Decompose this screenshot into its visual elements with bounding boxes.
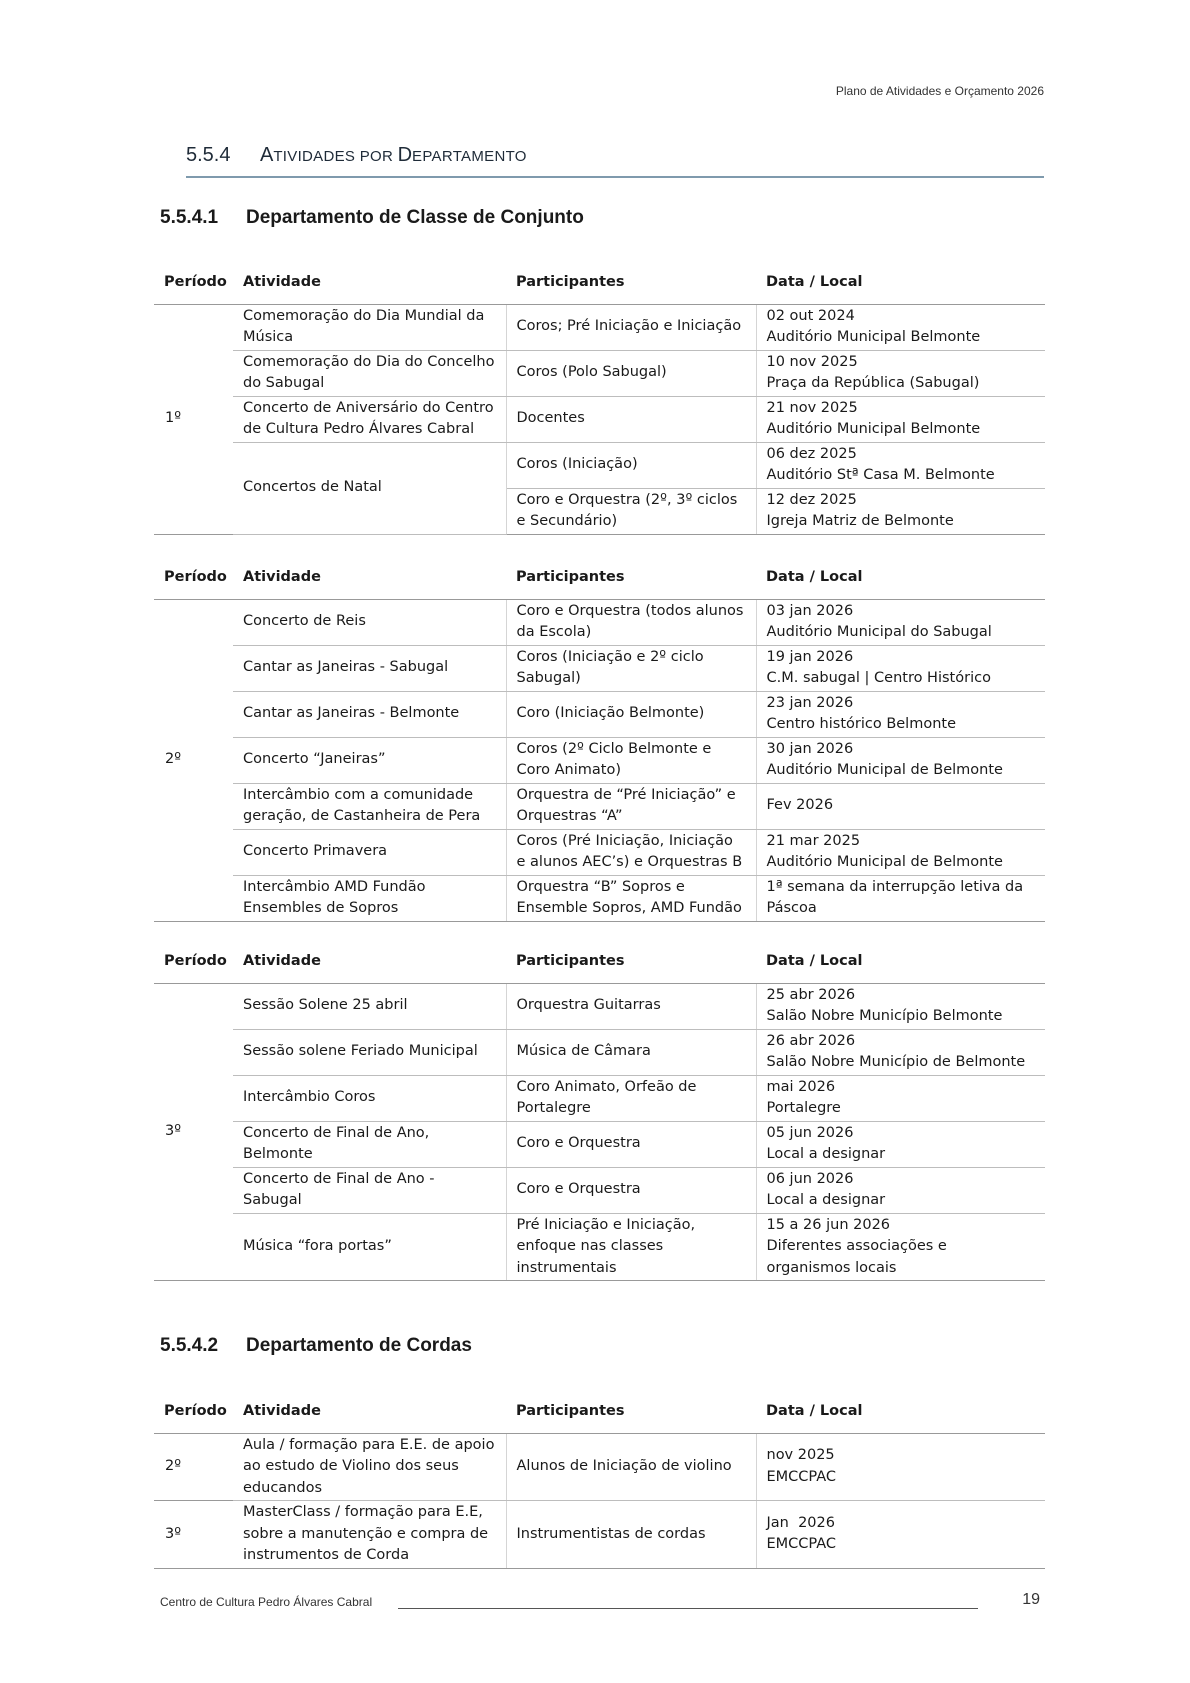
- activity-cell: Concerto de Aniversário do Centro de Cultura Pedro Álvares Cabral: [233, 396, 506, 442]
- activity-cell: Sessão Solene 25 abril: [233, 983, 506, 1029]
- table-header-row: [154, 941, 1045, 983]
- col-atividade: Atividade: [233, 941, 506, 983]
- date: mai 2026: [766, 1078, 836, 1095]
- period-cell: 2º: [154, 599, 233, 921]
- date: 02 out 2024: [766, 307, 855, 324]
- col-data-local: Data / Local: [756, 1391, 1045, 1433]
- table-row: [154, 396, 1045, 442]
- activity-cell: Sessão solene Feriado Municipal: [233, 1029, 506, 1075]
- table-row: [154, 599, 1045, 645]
- col-participantes: Participantes: [506, 557, 756, 599]
- table-row: [154, 983, 1045, 1029]
- activities-table-period-3: [154, 941, 1045, 1281]
- dept1-title: Departamento de Classe de Conjunto: [246, 207, 584, 228]
- period-cell: 1º: [154, 304, 233, 534]
- activity-cell: Concerto “Janeiras”: [233, 737, 506, 783]
- table-row: [154, 1213, 1045, 1281]
- participants-cell: Coro e Orquestra: [506, 1167, 756, 1213]
- col-atividade: Atividade: [233, 557, 506, 599]
- col-periodo: Período: [154, 941, 233, 983]
- location: Centro histórico Belmonte: [766, 716, 957, 732]
- table-row: [154, 1501, 1045, 1569]
- table-row: [154, 1029, 1045, 1075]
- dept2-number: 5.5.4.2: [160, 1335, 219, 1356]
- date-location-cell: [756, 488, 1045, 534]
- page-number: 19: [1022, 1591, 1040, 1608]
- activity-cell: Cantar as Janeiras - Belmonte: [233, 691, 506, 737]
- table-row: [154, 304, 1045, 350]
- table-row: [154, 875, 1045, 921]
- participants-cell: Orquestra Guitarras: [506, 983, 756, 1029]
- activity-cell: Cantar as Janeiras - Sabugal: [233, 645, 506, 691]
- location: Local a designar: [766, 1192, 886, 1208]
- date: 26 abr 2026: [766, 1032, 856, 1049]
- section-title-part: A: [260, 144, 274, 166]
- col-data-local: Data / Local: [756, 557, 1045, 599]
- section-number: 5.5.4: [186, 144, 231, 166]
- location: Auditório Municipal do Sabugal: [766, 624, 992, 640]
- date: 25 abr 2026: [766, 986, 856, 1003]
- table-row: [154, 1167, 1045, 1213]
- footer-text: Centro de Cultura Pedro Álvares Cabral: [160, 1595, 373, 1609]
- col-participantes: Participantes: [506, 941, 756, 983]
- table-row: [154, 737, 1045, 783]
- activity-cell: Aula / formação para E.E. de apoio ao estudo de Violino dos seus educandos: [233, 1433, 506, 1501]
- activity-cell: Música “fora portas”: [233, 1213, 506, 1281]
- location: Auditório Stª Casa M. Belmonte: [766, 467, 995, 483]
- location: Praça da República (Sabugal): [766, 375, 980, 391]
- location: Diferentes associações e organismos locais: [766, 1238, 947, 1276]
- col-periodo: Período: [154, 557, 233, 599]
- col-participantes: Participantes: [506, 262, 756, 304]
- activities-table-cordas: [154, 1391, 1045, 1569]
- date-location-cell: [756, 1167, 1045, 1213]
- table-row: [154, 783, 1045, 829]
- location: Auditório Municipal Belmonte: [766, 421, 981, 437]
- date-location-cell: [756, 1501, 1045, 1569]
- activity-cell: Comemoração do Dia Mundial da Música: [233, 304, 506, 350]
- table-row: [154, 829, 1045, 875]
- section-title-part: TIVIDADES POR: [273, 148, 398, 165]
- col-periodo: Período: [154, 262, 233, 304]
- col-participantes: Participantes: [506, 1391, 756, 1433]
- table-header-row: [154, 262, 1045, 304]
- dept2-heading: [160, 1335, 472, 1357]
- participants-cell: Docentes: [506, 396, 756, 442]
- location: EMCCPAC: [766, 1468, 837, 1485]
- participants-cell: Coros (2º Ciclo Belmonte e Coro Animato): [506, 737, 756, 783]
- participants-cell: Coro e Orquestra: [506, 1121, 756, 1167]
- table-header-row: [154, 1391, 1045, 1433]
- activity-cell: Concerto Primavera: [233, 829, 506, 875]
- participants-cell: Coro Animato, Orfeão de Portalegre: [506, 1075, 756, 1121]
- activity-cell: Concerto de Final de Ano - Sabugal: [233, 1167, 506, 1213]
- date: 12 dez 2025: [766, 491, 857, 508]
- location: Auditório Municipal Belmonte: [766, 329, 981, 345]
- running-header: Plano de Atividades e Orçamento 2026: [835, 84, 1044, 98]
- date: 15 a 26 jun 2026: [766, 1216, 891, 1233]
- date-location-cell: [756, 396, 1045, 442]
- date-location-cell: [756, 1433, 1045, 1501]
- participants-cell: Música de Câmara: [506, 1029, 756, 1075]
- footer-rule: [398, 1608, 978, 1609]
- date: Fev 2026: [766, 797, 834, 814]
- date: 06 jun 2026: [766, 1170, 854, 1187]
- participants-cell: Coro e Orquestra (todos alunos da Escola): [506, 599, 756, 645]
- date: 21 mar 2025: [766, 832, 861, 849]
- date: 19 jan 2026: [766, 648, 854, 665]
- location: Local a designar: [766, 1146, 886, 1162]
- date-location-cell: [756, 737, 1045, 783]
- participants-cell: Coro e Orquestra (2º, 3º ciclos e Secundário): [506, 488, 756, 534]
- participants-cell: Orquestra “B” Sopros e Ensemble Sopros, AMD Fundão: [506, 875, 756, 921]
- date: 03 jan 2026: [766, 602, 854, 619]
- participants-cell: Coros (Pré Iniciação, Iniciação e alunos AEC’s) e Orquestras B: [506, 829, 756, 875]
- date: 05 jun 2026: [766, 1124, 854, 1141]
- activity-cell: Intercâmbio Coros: [233, 1075, 506, 1121]
- date-location-cell: [756, 442, 1045, 488]
- date: 06 dez 2025: [766, 445, 857, 462]
- footer: [160, 1591, 1040, 1609]
- date-location-cell: [756, 1075, 1045, 1121]
- activity-cell: Concerto de Final de Ano, Belmonte: [233, 1121, 506, 1167]
- participants-cell: Orquestra de “Pré Iniciação” e Orquestras “A”: [506, 783, 756, 829]
- activity-cell: Concerto de Reis: [233, 599, 506, 645]
- date: 23 jan 2026: [766, 694, 854, 711]
- participants-cell: Coros (Polo Sabugal): [506, 350, 756, 396]
- participants-cell: Coros (Iniciação e 2º ciclo Sabugal): [506, 645, 756, 691]
- table-row: [154, 350, 1045, 396]
- date-location-cell: [756, 1121, 1045, 1167]
- location: EMCCPAC: [766, 1536, 837, 1553]
- date-location-cell: [756, 1213, 1045, 1281]
- date-location-cell: [756, 783, 1045, 829]
- participants-cell: Alunos de Iniciação de violino: [506, 1433, 756, 1501]
- participants-cell: Coros (Iniciação): [506, 442, 756, 488]
- dept2-title: Departamento de Cordas: [246, 1335, 472, 1356]
- activity-cell: Concertos de Natal: [233, 442, 506, 534]
- date-location-cell: [756, 983, 1045, 1029]
- location: Auditório Municipal de Belmonte: [766, 854, 1003, 870]
- date: 21 nov 2025: [766, 399, 858, 416]
- activity-cell: Comemoração do Dia do Concelho do Sabugal: [233, 350, 506, 396]
- section-heading: [186, 144, 1044, 178]
- date-location-cell: [756, 875, 1045, 921]
- dept1-number: 5.5.4.1: [160, 207, 219, 228]
- col-atividade: Atividade: [233, 262, 506, 304]
- col-data-local: Data / Local: [756, 262, 1045, 304]
- activity-cell: MasterClass / formação para E.E, sobre a manutenção e compra de instrumentos de Corda: [233, 1501, 506, 1569]
- table-row: [154, 1433, 1045, 1501]
- table-row: [154, 645, 1045, 691]
- period-cell: 2º: [154, 1433, 233, 1501]
- table-row: [154, 1121, 1045, 1167]
- date-location-cell: [756, 691, 1045, 737]
- participants-cell: Coros; Pré Iniciação e Iniciação: [506, 304, 756, 350]
- location: C.M. sabugal | Centro Histórico: [766, 670, 991, 686]
- date: Jan 2026: [766, 1514, 835, 1531]
- table-row: [154, 691, 1045, 737]
- location: Igreja Matriz de Belmonte: [766, 513, 954, 529]
- date-location-cell: [756, 1029, 1045, 1075]
- date: 1ª semana da interrupção letiva da Páscoa: [766, 878, 1024, 916]
- period-cell: 3º: [154, 1501, 233, 1569]
- col-atividade: Atividade: [233, 1391, 506, 1433]
- section-title-part: EPARTAMENTO: [412, 148, 527, 165]
- date-location-cell: [756, 599, 1045, 645]
- table-header-row: [154, 557, 1045, 599]
- date-location-cell: [756, 645, 1045, 691]
- activities-table-period-1: [154, 262, 1045, 535]
- participants-cell: Coro (Iniciação Belmonte): [506, 691, 756, 737]
- section-title-part: D: [397, 144, 413, 166]
- table-row: [154, 1075, 1045, 1121]
- col-data-local: Data / Local: [756, 941, 1045, 983]
- location: Auditório Municipal de Belmonte: [766, 762, 1003, 778]
- date-location-cell: [756, 829, 1045, 875]
- date: 30 jan 2026: [766, 740, 854, 757]
- location: Salão Nobre Município Belmonte: [766, 1008, 1003, 1024]
- activity-cell: Intercâmbio com a comunidade geração, de Castanheira de Pera: [233, 783, 506, 829]
- dept1-heading: [160, 207, 584, 229]
- period-cell: 3º: [154, 983, 233, 1281]
- participants-cell: Pré Iniciação e Iniciação, enfoque nas classes instrumentais: [506, 1213, 756, 1281]
- date-location-cell: [756, 304, 1045, 350]
- activity-cell: Intercâmbio AMD Fundão Ensembles de Sopros: [233, 875, 506, 921]
- table-row: [154, 442, 1045, 488]
- date: 10 nov 2025: [766, 353, 858, 370]
- location: Portalegre: [766, 1100, 841, 1116]
- date: nov 2025: [766, 1447, 835, 1464]
- col-periodo: Período: [154, 1391, 233, 1433]
- participants-cell: Instrumentistas de cordas: [506, 1501, 756, 1569]
- location: Salão Nobre Município de Belmonte: [766, 1054, 1026, 1070]
- date-location-cell: [756, 350, 1045, 396]
- activities-table-period-2: [154, 557, 1045, 922]
